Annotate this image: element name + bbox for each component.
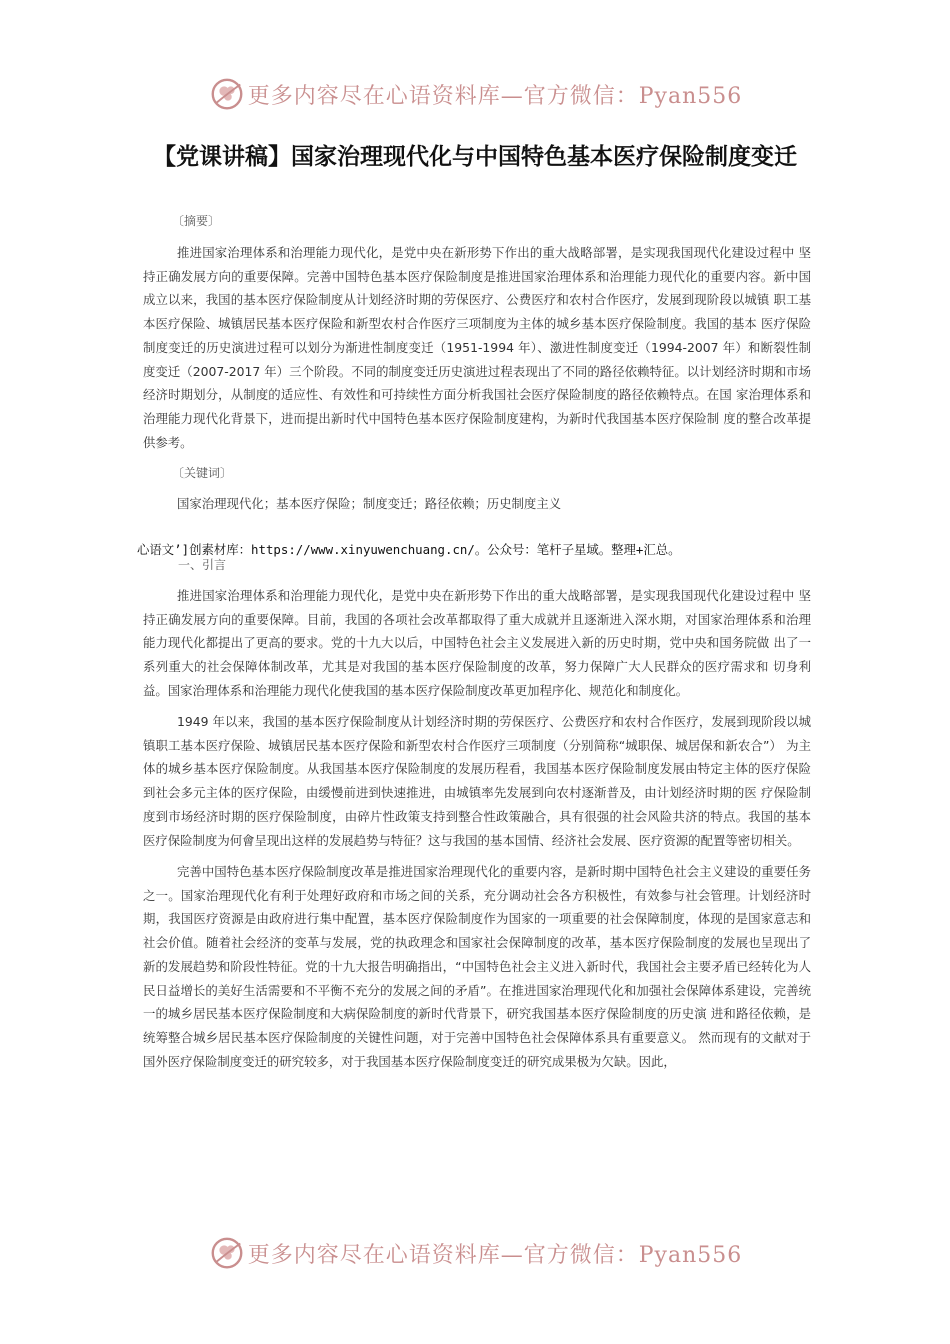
flower-logo-icon xyxy=(208,1234,246,1272)
body-paragraph-3: 完善中国特色基本医疗保险制度改革是推进国家治理现代化的重要内容，是新时期中国特色社会主义建设的重要任务之一。国家治理现代化有利于处理好政府和市场之间的关系，充分调动社会各方积极性，有效参与社会管理。计划经济时期，我国医疗资源是由政府进行集中配置，基本医疗保险制度作为国家的一项重要的社会保障制度，体现的是国家意志和社会价值。随着社会经济的变革与发展，党的执政理念和国家社会保障制度的改革，基本医疗保险制度的发展也呈现出了新的发展趋势和阶段性特征。党的十九大报告明确指出，“中国特色社会主义进入新时代，我国社会主要矛盾已经转化为人民日益增长的美好生活需要和不平衡不充分的发展之间的矛盾”。在推进国家治理现代化和加强社会保障体系建设，完善统一的城乡居民基本医疗保险制度和大病保险制度的新时代背景下，研究我国基本医疗保险制度的历史演 进和路径依赖，是统筹整合城乡居民基本医疗保险制度的关键性问题，对于完善中国特色社会保障体系具有重要意义。 然而现有的文献对于国外医疗保险制度变迁的研究较多，对于我国基本医疗保险制度变迁的研究成果极为欠缺。因此， xyxy=(143,864,811,1069)
watermark-text: 更多内容尽在心语资料库—官方微信：Pyan556 xyxy=(247,1242,743,1268)
abstract-paragraph: 推进国家治理体系和治理能力现代化，是党中央在新形势下作出的重大战略部署，是实现我国现代化建设过程中 坚持正确发展方向的重要保障。完善中国特色基本医疗保险制度是推进国家治理体系和治理能力现代化的重要内容。新中国成立以来，我国的基本医疗保险制度从计划经济时期的劳保医疗、公费医疗和农村合作医疗，发展到现阶段以城镇 职工基本医疗保险、城镇居民基本医疗保险和新型农村合作医疗三项制度为主体的城乡基本医疗保险制度。我国的基本 医疗保险制度变迁的历史演进过程可以划分为渐进性制度变迁（1951-1994 年）、激进性制度变迁（1994-2007 年）和断裂性制度变迁（2007-2017 年）三个阶段。不同的制度变迁历史演进过程表现出了不同的路径依赖特征。以计划经济时期和市场经济时期划分，从制度的适应性、有效性和可持续性方面分析我国社会医疗保险制度的路径依赖特点。在国 家治理体系和治理能力现代化背景下，进而提出新时代中国特色基本医疗保险制度建构，为新时代我国基本医疗保险制 度的整合改革提供参考。 xyxy=(143,245,811,450)
header-watermark-banner xyxy=(0,74,950,114)
keywords-label: 〔关键词〕 xyxy=(172,466,233,480)
footer-watermark-banner xyxy=(0,1233,950,1273)
watermark-text: 更多内容尽在心语资料库—官方微信：Pyan556 xyxy=(247,83,743,109)
abstract-label: 〔摘要〕 xyxy=(172,214,221,228)
body-paragraph-2: 1949 年以来，我国的基本医疗保险制度从计划经济时期的劳保医疗、公费医疗和农村合作医疗，发展到现阶段以城镇职工基本医疗保险、城镇居民基本医疗保险和新型农村合作医疗三项制度（分别简称“城职保、城居保和新农合”） 为主体的城乡基本医疗保险制度。从我国基本医疗保险制度的发展历程看，我国基本医疗保险制度发展由特定主体的医疗保险到社会多元主体的医疗保险，由缓慢前进到快速推进，由城镇率先发展到向农村逐渐普及，由计划经济时期的医 疗保险制度到市场经济时期的医疗保险制度，由碎片性政策支持到整合性政策融合，具有很强的社会风险共济的特点。我国的基本医疗保险制度为何會呈现出这样的发展趋势与特征？这与我国的基本国情、经济社会发展、医疗资源的配置等密切相关。 xyxy=(143,714,811,848)
source-line: 心语文’]创素材库：https://www.xinyuwenchuang.cn/。公众号：笔杆子星域。整理+汇总。 xyxy=(137,542,681,557)
keywords-text: 国家治理现代化；基本医疗保险；制度变迁；路径依赖；历史制度主义 xyxy=(177,496,562,511)
page-title: 【党课讲稿】国家治理现代化与中国特色基本医疗保险制度变迁 xyxy=(153,144,797,170)
section-heading: 一、引言 xyxy=(178,558,227,572)
body-paragraph-1: 推进国家治理体系和治理能力现代化，是党中央在新形势下作出的重大战略部署，是实现我国现代化建设过程中 坚持正确发展方向的重要保障。目前，我国的各项社会改革都取得了重大成就并且逐渐进入深水期，对国家治理体系和治理能力现代化都提出了更高的要求。党的十九大以后，中国特色社会主义发展进入新的历史时期，党中央和国务院做 出了一系列重大的社会保障体制改革，尤其是对我国的基本医疗保险制度的改革，努力保障广大人民群众的医疗需求和 切身利益。国家治理体系和治理能力现代化使我国的基本医疗保险制度改革更加程序化、规范化和制度化。 xyxy=(143,588,811,698)
flower-logo-icon xyxy=(208,75,246,113)
